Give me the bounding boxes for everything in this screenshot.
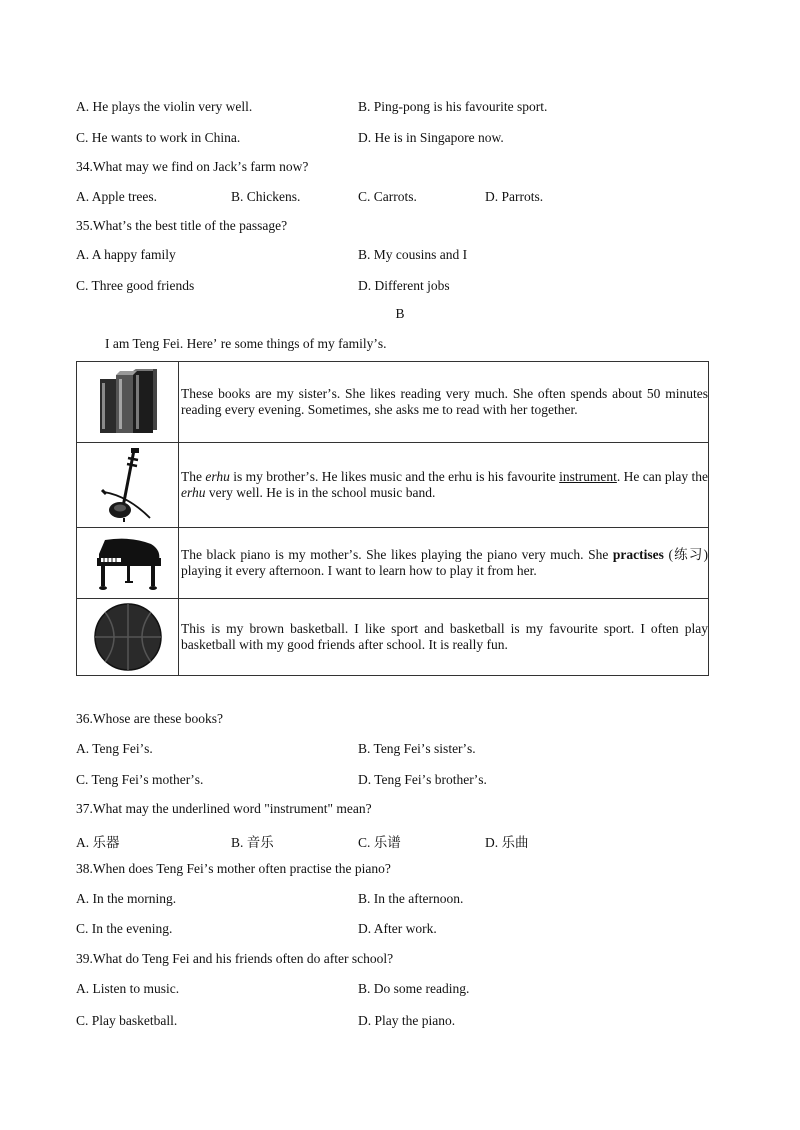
books-icon bbox=[96, 369, 160, 435]
piano-picture-cell bbox=[77, 528, 179, 599]
basketball-description: This is my brown basketball. I like sport and basketball is my favourite sport. I often play basketball with my good friends after school. It is really fun. bbox=[179, 599, 709, 676]
q39-options-row-2 bbox=[0, 1013, 800, 1031]
section-b-heading: B bbox=[395, 306, 405, 321]
q34-option-d[interactable]: D. Parrots. bbox=[485, 189, 544, 204]
q35-option-d[interactable]: D. Different jobs bbox=[358, 278, 450, 293]
q37-option-b[interactable]: B. 音乐 bbox=[231, 835, 274, 850]
q35-option-b[interactable]: B. My cousins and I bbox=[358, 247, 468, 262]
q35-options-row-1 bbox=[0, 247, 800, 265]
q34-option-a[interactable]: A. Apple trees. bbox=[76, 189, 157, 204]
q38-options-row-2 bbox=[0, 921, 800, 939]
q38-option-a[interactable]: A. In the morning. bbox=[76, 891, 177, 906]
erhu-icon bbox=[98, 446, 158, 524]
q36-options-row-2 bbox=[0, 772, 800, 790]
q33-option-b[interactable]: B. Ping-pong is his favourite sport. bbox=[358, 99, 548, 114]
q37-option-d[interactable]: D. 乐曲 bbox=[485, 835, 529, 850]
q33-option-a[interactable]: A. He plays the violin very well. bbox=[76, 99, 253, 114]
q36-option-d[interactable]: D. Teng Feiʼs brotherʼs. bbox=[358, 772, 487, 787]
q39-option-d[interactable]: D. Play the piano. bbox=[358, 1013, 456, 1028]
q34-question: 34.What may we find on Jackʼs farm now? bbox=[76, 159, 309, 174]
underlined-word-instrument: instrument bbox=[559, 469, 617, 484]
q33-options-row-1 bbox=[0, 99, 800, 117]
q38-option-d[interactable]: D. After work. bbox=[358, 921, 437, 936]
books-description: These books are my sisterʼs. She likes reading very much. She often spends about 50 minutes reading every evening. Sometimes, she asks me to read with her together. bbox=[179, 362, 709, 443]
q33-option-c[interactable]: C. He wants to work in China. bbox=[76, 130, 241, 145]
erhu-picture-cell bbox=[77, 443, 179, 528]
q34-options-row bbox=[0, 189, 800, 207]
table-row-piano bbox=[77, 528, 709, 599]
q35-option-c[interactable]: C. Three good friends bbox=[76, 278, 195, 293]
q37-question: 37.What may the underlined word "instrument" mean? bbox=[76, 801, 372, 816]
erhu-italic-1: erhu bbox=[205, 469, 230, 484]
q33-options-row-2 bbox=[0, 130, 800, 148]
q35-question: 35.Whatʼs the best title of the passage? bbox=[76, 218, 288, 233]
q35-option-a[interactable]: A. A happy family bbox=[76, 247, 176, 262]
q38-question: 38.When does Teng Feiʼs mother often practise the piano? bbox=[76, 861, 391, 876]
piano-icon bbox=[91, 534, 165, 592]
q34-option-c[interactable]: C. Carrots. bbox=[358, 189, 417, 204]
q39-question: 39.What do Teng Fei and his friends often do after school? bbox=[76, 951, 394, 966]
q36-option-b[interactable]: B. Teng Feiʼs sisterʼs. bbox=[358, 741, 476, 756]
family-items-table bbox=[76, 361, 709, 676]
basketball-icon bbox=[93, 602, 163, 672]
q35-options-row-2 bbox=[0, 278, 800, 296]
table-row-basketball bbox=[77, 599, 709, 676]
q36-option-c[interactable]: C. Teng Feiʼs motherʼs. bbox=[76, 772, 204, 787]
q39-option-c[interactable]: C. Play basketball. bbox=[76, 1013, 178, 1028]
q37-option-a[interactable]: A. 乐器 bbox=[76, 835, 120, 850]
erhu-description: The erhu is my brotherʼs. He likes music and the erhu is his favourite instrument. He can play the erhu very well. He is in the school music band. bbox=[179, 443, 709, 528]
q39-option-a[interactable]: A. Listen to music. bbox=[76, 981, 180, 996]
basketball-picture-cell bbox=[77, 599, 179, 676]
q38-option-b[interactable]: B. In the afternoon. bbox=[358, 891, 464, 906]
section-b-intro: I am Teng Fei. Hereʼ re some things of my familyʼs. bbox=[105, 336, 387, 351]
q34-option-b[interactable]: B. Chickens. bbox=[231, 189, 301, 204]
q39-option-b[interactable]: B. Do some reading. bbox=[358, 981, 470, 996]
q37-options-row bbox=[0, 831, 800, 849]
table-row-books bbox=[77, 362, 709, 443]
q39-options-row-1 bbox=[0, 981, 800, 999]
table-row-erhu bbox=[77, 443, 709, 528]
q38-options-row-1 bbox=[0, 891, 800, 909]
q38-option-c[interactable]: C. In the evening. bbox=[76, 921, 173, 936]
books-picture-cell bbox=[77, 362, 179, 443]
q36-option-a[interactable]: A. Teng Feiʼs. bbox=[76, 741, 153, 756]
q36-options-row-1 bbox=[0, 741, 800, 759]
q33-option-d[interactable]: D. He is in Singapore now. bbox=[358, 130, 504, 145]
erhu-italic-2: erhu bbox=[181, 485, 206, 500]
q37-option-c[interactable]: C. 乐谱 bbox=[358, 835, 401, 850]
q36-question: 36.Whose are these books? bbox=[76, 711, 223, 726]
bold-word-practises: practises bbox=[612, 547, 664, 562]
piano-description: The black piano is my motherʼs. She likes playing the piano very much. She practises (练习) playing it every afternoon. I want to learn how to play it from her. bbox=[179, 528, 709, 599]
